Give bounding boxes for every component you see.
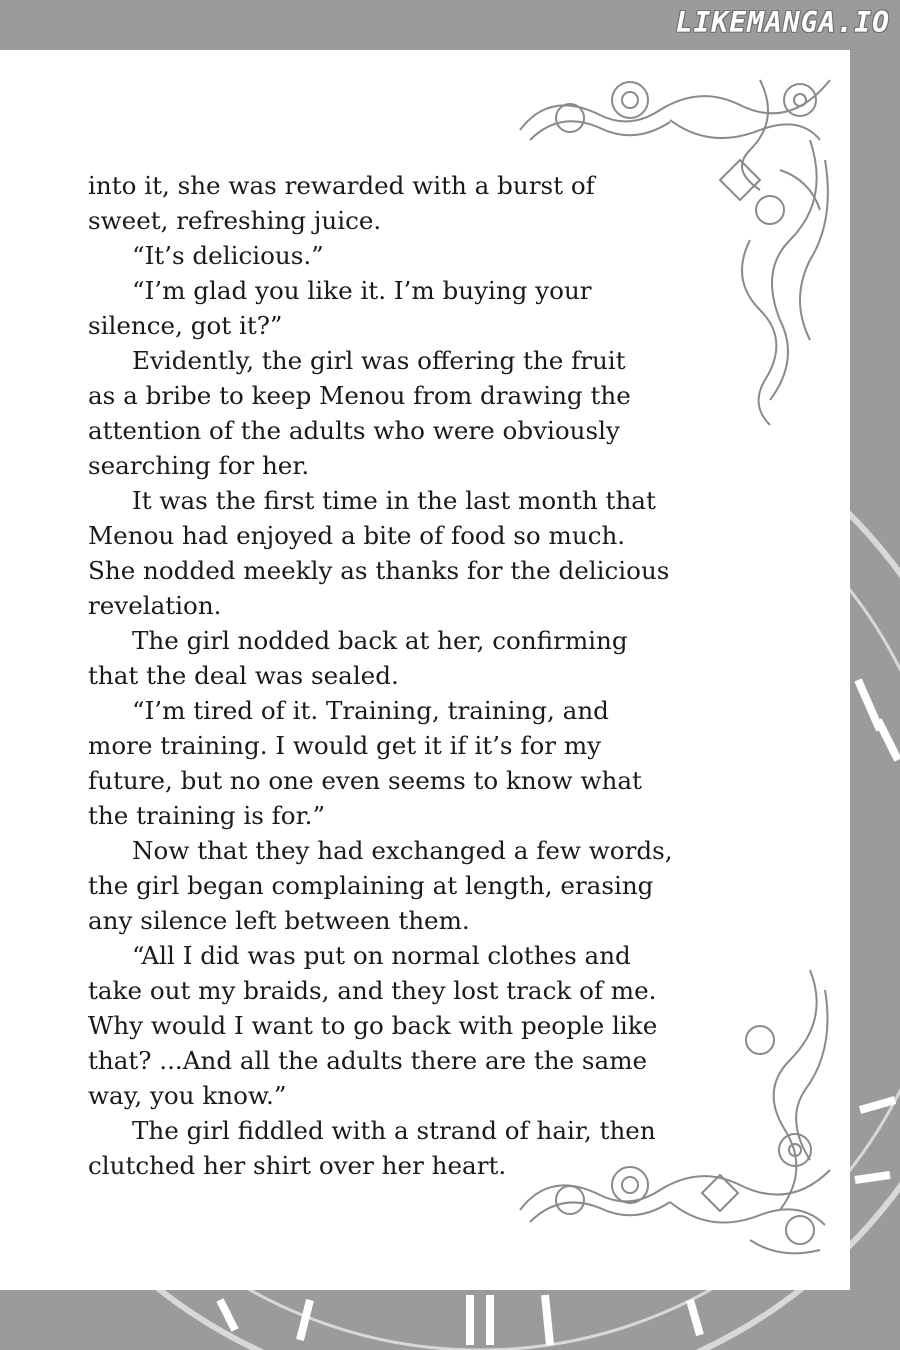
- text-line: take out my braids, and they lost track of me.: [88, 976, 657, 1005]
- text-page: [0, 50, 850, 1290]
- text-line: the training is for.”: [88, 801, 326, 830]
- text-line: Now that they had exchanged a few words,: [132, 836, 673, 865]
- text-line: clutched her shirt over her heart.: [88, 1151, 507, 1180]
- text-line: revelation.: [88, 591, 222, 620]
- site-watermark: LIKEMANGA.IO: [675, 6, 890, 39]
- text-line: future, but no one even seems to know what: [88, 766, 642, 795]
- text-line: The girl nodded back at her, confirming: [132, 626, 628, 655]
- text-line: attention of the adults who were obviously: [88, 416, 620, 445]
- text-line: sweet, refreshing juice.: [88, 206, 382, 235]
- text-line: “I’m tired of it. Training, training, and: [132, 696, 609, 725]
- text-line: searching for her.: [88, 451, 310, 480]
- text-line: It was the first time in the last month that: [132, 486, 656, 515]
- text-line: any silence left between them.: [88, 906, 470, 935]
- text-line: “I’m glad you like it. I’m buying your: [132, 276, 592, 305]
- text-line: Menou had enjoyed a bite of food so much.: [88, 521, 626, 550]
- text-line: “All I did was put on normal clothes and: [132, 941, 631, 970]
- text-line: that? ...And all the adults there are the same: [88, 1046, 648, 1075]
- text-line: The girl fiddled with a strand of hair, then: [132, 1116, 656, 1145]
- text-line: She nodded meekly as thanks for the delicious: [88, 556, 670, 585]
- text-line: “It’s delicious.”: [132, 241, 324, 270]
- text-line: silence, got it?”: [88, 311, 283, 340]
- text-line: more training. I would get it if it’s for my: [88, 731, 602, 760]
- text-line: as a bribe to keep Menou from drawing the: [88, 381, 631, 410]
- text-line: way, you know.”: [88, 1081, 287, 1110]
- story-text: [88, 168, 728, 1183]
- text-line: into it, she was rewarded with a burst of: [88, 171, 595, 200]
- text-line: Why would I want to go back with people like: [88, 1011, 658, 1040]
- text-line: Evidently, the girl was offering the fruit: [132, 346, 626, 375]
- text-line: the girl began complaining at length, erasing: [88, 871, 654, 900]
- text-line: that the deal was sealed.: [88, 661, 399, 690]
